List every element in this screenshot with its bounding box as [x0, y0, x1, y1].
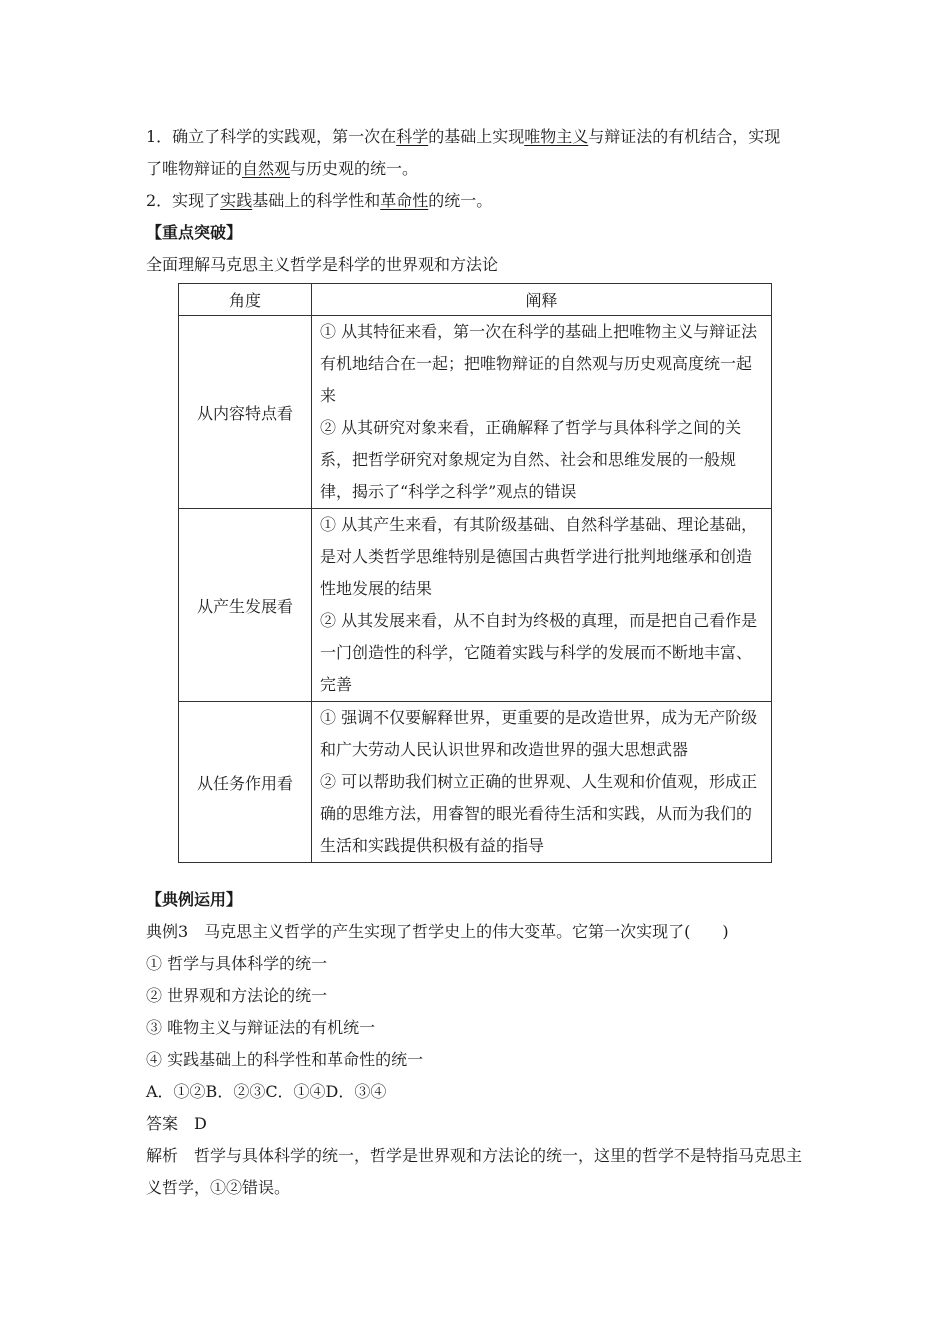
point: ① 从其特征来看，第一次在科学的基础上把唯物主义与辩证法有机地结合在一起；把唯物辩证的自然观与历史观高度统一起来	[320, 322, 758, 405]
point: ① 从其产生来看，有其阶级基础、自然科学基础、理论基础，是对人类哲学思维特别是德国古典哲学进行批判地继承和创造性地发展的结果	[320, 515, 758, 598]
answer: 答案 D	[146, 1114, 207, 1133]
table-header-row	[179, 284, 772, 316]
underlined-term-revolutionary: 革命性	[380, 191, 429, 210]
option-3: ③ 唯物主义与辩证法的有机统一	[146, 1018, 376, 1037]
row-angle: 从产生发展看	[179, 509, 312, 702]
table-row	[179, 509, 772, 702]
key-section-heading: 【重点突破】	[146, 223, 243, 242]
intro-section	[146, 121, 810, 281]
row-explanation	[312, 702, 772, 863]
text: 2．实现了	[146, 191, 221, 210]
text: 1．确立了科学的实践观，第一次在	[146, 127, 397, 146]
key-section-subtitle: 全面理解马克思主义哲学是科学的世界观和方法论	[146, 255, 499, 274]
text: 的统一。	[428, 191, 493, 210]
intro-paragraph-1-line-2	[146, 153, 810, 185]
point: ② 从其发展来看，从不自封为终极的真理，而是把自己看作是一门创造性的科学，它随着实践与科学的发展而不断地丰富、完善	[320, 611, 758, 694]
header-explanation: 阐释	[312, 284, 772, 316]
option-2: ② 世界观和方法论的统一	[146, 986, 328, 1005]
example-heading: 【典例运用】	[146, 890, 243, 909]
intro-paragraph-2	[146, 185, 810, 217]
point: ② 可以帮助我们树立正确的世界观、人生观和价值观，形成正确的思维方法，用睿智的眼光看待生活和实践，从而为我们的生活和实践提供积极有益的指导	[320, 772, 758, 855]
text: 与辩证法的有机结合，实现	[588, 127, 781, 146]
point: ② 从其研究对象来看，正确解释了哲学与具体科学之间的关系，把哲学研究对象规定为自然、社会和思维发展的一般规律，揭示了“科学之科学”观点的错误	[320, 418, 742, 501]
example-section	[146, 884, 810, 1204]
header-angle: 角度	[179, 284, 312, 316]
row-explanation	[312, 316, 772, 509]
option-4: ④ 实践基础上的科学性和革命性的统一	[146, 1050, 424, 1069]
text: 的基础上实现	[428, 127, 525, 146]
table-row	[179, 702, 772, 863]
analysis: 解析 哲学与具体科学的统一，哲学是世界观和方法论的统一，这里的哲学不是特指马克思主义哲学，①②错误。	[146, 1146, 803, 1197]
point: ① 强调不仅要解释世界，更重要的是改造世界，成为无产阶级和广大劳动人民认识世界和改造世界的强大思想武器	[320, 708, 758, 759]
answer-choices: A．①②B．②③C．①④D．③④	[146, 1082, 387, 1101]
option-1: ① 哲学与具体科学的统一	[146, 954, 328, 973]
underlined-term-practice: 实践	[220, 191, 253, 210]
explanation-table	[178, 283, 772, 863]
row-angle: 从任务作用看	[179, 702, 312, 863]
text: 与历史观的统一。	[290, 159, 419, 178]
example-question: 典例3 马克思主义哲学的产生实现了哲学史上的伟大变革。它第一次实现了( )	[146, 922, 729, 941]
text: 了唯物辩证的	[146, 159, 243, 178]
row-angle: 从内容特点看	[179, 316, 312, 509]
row-explanation	[312, 509, 772, 702]
underlined-term-materialism: 唯物主义	[524, 127, 589, 146]
underlined-term-science: 科学	[396, 127, 429, 146]
table-row	[179, 316, 772, 509]
underlined-term-nature-view: 自然观	[242, 159, 291, 178]
intro-paragraph-1-line-1	[146, 121, 810, 153]
text: 基础上的科学性和	[252, 191, 381, 210]
